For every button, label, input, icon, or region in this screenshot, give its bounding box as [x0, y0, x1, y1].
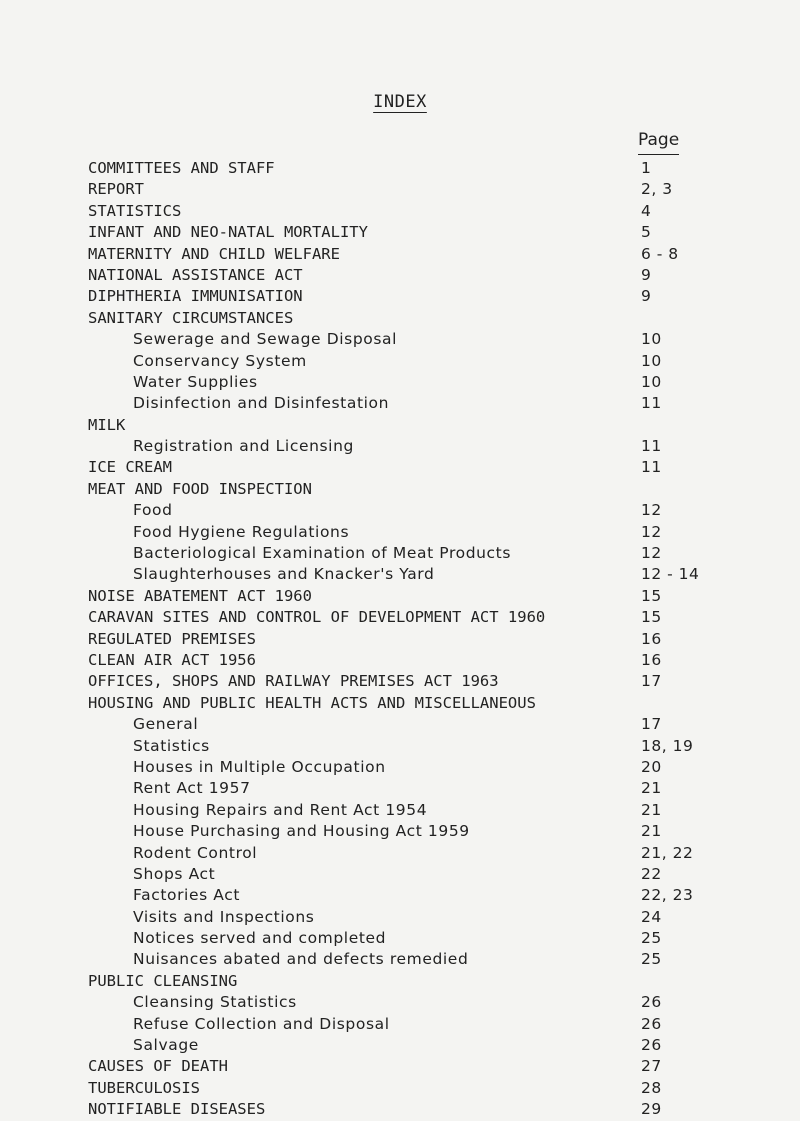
entry-label: Food [133, 501, 173, 520]
entry-label: OFFICES, SHOPS AND RAILWAY PREMISES ACT 1963 [88, 672, 499, 691]
index-entry [88, 479, 788, 500]
index-subentry [88, 564, 788, 585]
entry-label: Food Hygiene Regulations [133, 522, 350, 541]
entry-page-number: 11 [641, 437, 662, 456]
entry-label: Bacteriological Examination of Meat Products [133, 544, 512, 563]
entry-page-number: 15 [641, 586, 662, 605]
entry-page-number: 21 [641, 822, 662, 841]
index-entry [88, 1056, 788, 1077]
entry-label: Shops Act [133, 864, 216, 883]
index-entry [88, 693, 788, 714]
index-subentry [88, 992, 788, 1013]
index-entry [88, 971, 788, 992]
page-column-header: Page [638, 130, 679, 155]
index-entry [88, 415, 788, 436]
entry-page-number: 21 [641, 800, 662, 819]
entry-page-number: 29 [641, 1100, 662, 1119]
entry-label: Disinfection and Disinfestation [133, 394, 390, 413]
index-entry [88, 158, 788, 179]
entry-page-number: 9 [641, 265, 652, 284]
index-entry [88, 586, 788, 607]
index-subentry [88, 885, 788, 906]
index-entries [88, 158, 788, 1121]
entry-label: Sewerage and Sewage Disposal [133, 330, 398, 349]
index-subentry [88, 500, 788, 521]
entry-page-number: 9 [641, 287, 652, 306]
entry-label: PUBLIC CLEANSING [88, 971, 238, 990]
index-subentry [88, 949, 788, 970]
index-entry [88, 201, 788, 222]
entry-page-number: 26 [641, 1014, 662, 1033]
entry-page-number: 28 [641, 1078, 662, 1097]
entry-label: Houses in Multiple Occupation [133, 757, 386, 776]
entry-label: Slaughterhouses and Knacker's Yard [133, 565, 435, 584]
entry-label: Cleansing Statistics [133, 993, 297, 1012]
entry-page-number: 12 [641, 522, 662, 541]
entry-page-number: 12 [641, 544, 662, 563]
entry-label: INFANT AND NEO-NATAL MORTALITY [88, 223, 368, 242]
entry-label: Salvage [133, 1036, 199, 1055]
index-subentry [88, 543, 788, 564]
entry-page-number: 11 [641, 458, 662, 477]
entry-label: CARAVAN SITES AND CONTROL OF DEVELOPMENT ACT 1960 [88, 608, 546, 627]
index-subentry [88, 843, 788, 864]
index-entry [88, 286, 788, 307]
entry-label: CAUSES OF DEATH [88, 1057, 228, 1076]
index-subentry [88, 778, 788, 799]
entry-label: MEAT AND FOOD INSPECTION [88, 479, 312, 498]
entry-label: TUBERCULOSIS [88, 1078, 200, 1097]
entry-page-number: 16 [641, 629, 662, 648]
entry-page-number: 25 [641, 929, 662, 948]
entry-page-number: 5 [641, 223, 652, 242]
index-subentry [88, 522, 788, 543]
entry-label: Notices served and completed [133, 929, 387, 948]
entry-page-number: 2, 3 [641, 180, 673, 199]
entry-label: NOISE ABATEMENT ACT 1960 [88, 586, 312, 605]
entry-page-number: 18, 19 [641, 736, 694, 755]
entry-page-number: 24 [641, 907, 662, 926]
index-entry [88, 607, 788, 628]
index-subentry [88, 1035, 788, 1056]
index-entry [88, 650, 788, 671]
entry-label: House Purchasing and Housing Act 1959 [133, 822, 470, 841]
entry-label: Rent Act 1957 [133, 779, 251, 798]
index-subentry [88, 864, 788, 885]
entry-page-number: 1 [641, 159, 652, 177]
index-subentry [88, 393, 788, 414]
entry-label: NATIONAL ASSISTANCE ACT [88, 265, 303, 284]
entry-page-number: 22 [641, 864, 662, 883]
entry-page-number: 20 [641, 757, 662, 776]
entry-page-number: 27 [641, 1057, 662, 1076]
entry-label: MILK [88, 415, 126, 434]
index-entry [88, 629, 788, 650]
index-entry [88, 265, 788, 286]
entry-label: General [133, 715, 199, 734]
index-subentry [88, 907, 788, 928]
entry-page-number: 26 [641, 1036, 662, 1055]
index-subentry [88, 1014, 788, 1035]
entry-label: Visits and Inspections [133, 907, 315, 926]
entry-page-number: 21, 22 [641, 843, 694, 862]
index-subentry [88, 928, 788, 949]
index-subentry [88, 800, 788, 821]
entry-page-number: 10 [641, 351, 662, 370]
index-entry [88, 1099, 788, 1120]
entry-label: STATISTICS [88, 201, 182, 220]
entry-label: Registration and Licensing [133, 437, 354, 456]
entry-page-number: 15 [641, 608, 662, 627]
entry-label: REGULATED PREMISES [88, 629, 256, 648]
entry-label: REPORT [88, 180, 144, 199]
entry-label: HOUSING AND PUBLIC HEALTH ACTS AND MISCELLANEOUS [88, 693, 536, 712]
entry-page-number: 12 - 14 [641, 565, 700, 584]
entry-label: NOTIFIABLE DISEASES [88, 1100, 266, 1119]
entry-label: SANITARY CIRCUMSTANCES [88, 308, 294, 327]
index-entry [88, 1078, 788, 1099]
entry-page-number: 25 [641, 950, 662, 969]
index-entry [88, 222, 788, 243]
entry-page-number: 17 [641, 715, 662, 734]
index-entry [88, 457, 788, 478]
index-subentry [88, 436, 788, 457]
entry-page-number: 10 [641, 330, 662, 349]
entry-page-number: 6 - 8 [641, 244, 679, 263]
index-subentry [88, 821, 788, 842]
entry-label: Factories Act [133, 886, 241, 905]
index-entry [88, 671, 788, 692]
entry-page-number: 21 [641, 779, 662, 798]
entry-label: Rodent Control [133, 843, 258, 862]
entry-label: CLEAN AIR ACT 1956 [88, 650, 256, 669]
index-entry [88, 244, 788, 265]
index-subentry [88, 351, 788, 372]
entry-page-number: 17 [641, 672, 662, 691]
index-subentry [88, 757, 788, 778]
entry-page-number: 12 [641, 501, 662, 520]
index-subentry [88, 329, 788, 350]
index-subentry [88, 372, 788, 393]
entry-page-number: 26 [641, 993, 662, 1012]
entry-label: MATERNITY AND CHILD WELFARE [88, 244, 340, 263]
entry-label: Statistics [133, 736, 210, 755]
entry-label: ICE CREAM [88, 458, 172, 477]
index-subentry [88, 736, 788, 757]
entry-page-number: 10 [641, 372, 662, 391]
entry-label: Nuisances abated and defects remedied [133, 950, 469, 969]
entry-page-number: 11 [641, 394, 662, 413]
entry-page-number: 16 [641, 650, 662, 669]
index-entry [88, 179, 788, 200]
index-title: INDEX [373, 92, 427, 112]
entry-page-number: 4 [641, 201, 652, 220]
index-entry [88, 308, 788, 329]
entry-label: Conservancy System [133, 351, 307, 370]
index-subentry [88, 714, 788, 735]
entry-label: Water Supplies [133, 372, 258, 391]
entry-label: COMMITTEES AND STAFF [88, 159, 275, 177]
entry-label: Refuse Collection and Disposal [133, 1014, 390, 1033]
entry-page-number: 22, 23 [641, 886, 694, 905]
entry-label: Housing Repairs and Rent Act 1954 [133, 800, 428, 819]
entry-label: DIPHTHERIA IMMUNISATION [88, 287, 303, 306]
